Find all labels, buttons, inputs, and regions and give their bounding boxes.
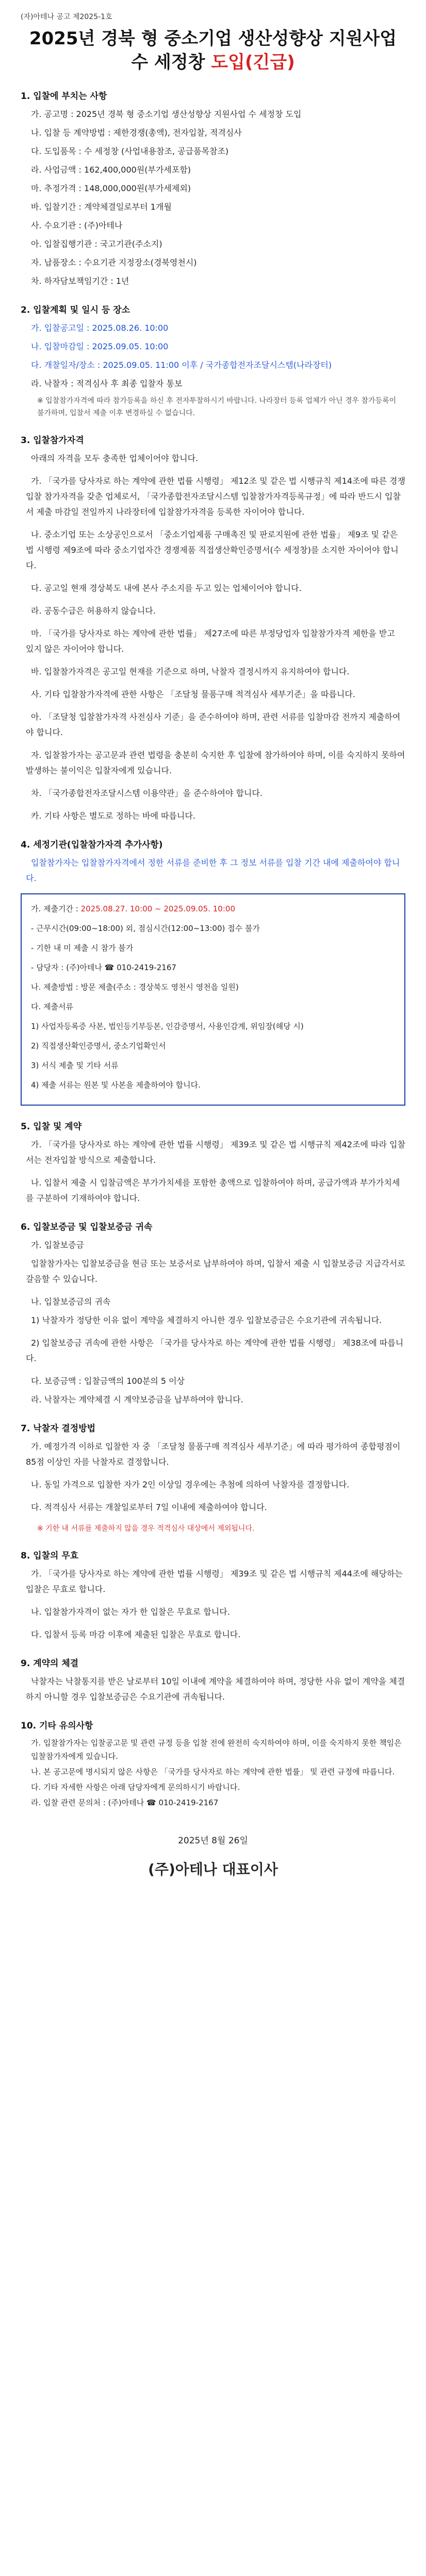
issuer-name: (주)아테나 대표이사 [148, 1861, 278, 1878]
submission-box [21, 893, 405, 1106]
s3-para: 차. 「국가종합전자조달시스템 이용약관」을 준수하여야 합니다. [31, 788, 263, 798]
box-schedule-value: 2025.08.27. 10:00 ~ 2025.09.05. 10:00 [80, 904, 235, 913]
s3-para: 다. 공고일 현재 경상북도 내에 본사 주소지를 두고 있는 업체이어야 합니다. [31, 583, 302, 593]
box-item: 2) 직접생산확인증명서, 중소기업확인서 [31, 1041, 166, 1050]
announcement-date: 2025년 8월 26일 [178, 1836, 248, 1846]
s3-para: 아. 「조달청 입찰참가자격 사전심사 기준」을 준수하여야 하며, 관련 서류를 입찰마감 전까지 제출하여야 합니다. [26, 712, 401, 737]
s8-item: 다. 입찰서 등록 마감 이후에 제출된 입찰은 무효로 합니다. [31, 1630, 241, 1639]
s3-para: 바. 입찰참가자격은 공고일 현재를 기준으로 하며, 낙찰자 결정시까지 유지하여야 합니다. [31, 667, 350, 676]
box-sub: - 담당자 : (주)아테나 ☎ 010-2419-2167 [31, 963, 176, 972]
s6-item: 나. 입찰보증금의 귀속 [31, 1297, 111, 1307]
s6-item: 라. 낙찰자는 계약체결 시 계약보증금을 납부하여야 합니다. [31, 1395, 243, 1404]
s6-item: 2) 입찰보증금 귀속에 관한 사항은 「국가를 당사자로 하는 계약에 관한 법률 시행령」 제38조에 따릅니다. [26, 1338, 404, 1363]
box-item: 다. 제출서류 [31, 1002, 73, 1011]
s1-item: 사. 수요기관 : (주)아테나 [31, 221, 123, 230]
s8-item: 가. 「국가를 당사자로 하는 계약에 관한 법률 시행령」 제39조 및 같은 법 시행규칙 제44조에 해당하는 입찰은 무효로 합니다. [26, 1569, 403, 1594]
section-1-heading: 1. 입찰에 부치는 사항 [21, 91, 107, 101]
section-5-heading: 5. 입찰 및 계약 [21, 1122, 82, 1132]
s3-para: 나. 중소기업 또는 소상공인으로서 「중소기업제품 구매촉진 및 판로지원에 관한 법률」 제9조 및 같은 법 시행령 제9조에 따라 중소기업자간 경쟁제품 직접생산확인증명서(수 세정창)를 소지한 자이어야 합니다. [26, 530, 399, 570]
page-title [21, 27, 405, 74]
s10-item: 다. 기타 자세한 사항은 아래 담당자에게 문의하시기 바랍니다. [31, 1783, 240, 1792]
section-10-heading: 10. 기타 유의사항 [21, 1721, 93, 1731]
title-urgent-badge: 도입(긴급) [211, 52, 295, 73]
s1-item: 바. 입찰기간 : 계약체결일로부터 1개월 [31, 202, 172, 212]
box-item: 1) 사업자등록증 사본, 법인등기부등본, 인감증명서, 사용인감계, 위임장(해당 시) [31, 1022, 304, 1031]
box-sub: - 근무시간(09:00~18:00) 외, 점심시간(12:00~13:00) 접수 불가 [31, 924, 260, 933]
s3-para: 가. 「국가를 당사자로 하는 계약에 관한 법률 시행령」 제12조 및 같은 법 시행규칙 제14조에 따른 경쟁입찰 참가자격을 갖춘 업체로서, 「국가종합전자조달시스템 입찰참가자격등록규정」에 따라 반드시 입찰서 제출 마감일 전일까지 나라장터에 입찰참가자격을 등록한 자이어야 합니다. [26, 476, 405, 517]
title-line2 [21, 50, 405, 74]
s1-item: 아. 입찰집행기관 : 국고기관(주소지) [31, 239, 162, 249]
s5-item: 가. 「국가를 당사자로 하는 계약에 관한 법률 시행령」 제39조 및 같은 법 시행규칙 제42조에 따라 입찰서는 전자입찰 방식으로 제출합니다. [26, 1140, 405, 1165]
s3-para: 라. 공동수급은 허용하지 않습니다. [31, 606, 156, 616]
s2-item: 나. 입찰마감일 : 2025.09.05. 10:00 [31, 342, 169, 351]
s1-item: 라. 사업금액 : 162,400,000원(부가세포함) [31, 165, 191, 175]
box-schedule-label: 가. 제출기간 : [31, 904, 78, 913]
s5-item: 나. 입찰서 제출 시 입찰금액은 부가가치세를 포함한 총액으로 입찰하여야 하며, 공급가액과 부가가치세를 구분하여 기재하여야 합니다. [26, 1178, 400, 1203]
box-sub: - 기한 내 미 제출 시 참가 불가 [31, 943, 134, 953]
s1-item: 자. 납품장소 : 수요기관 지정장소(경북영천시) [31, 258, 197, 267]
s3-para: 마. 「국가를 당사자로 하는 계약에 관한 법률」 제27조에 따른 부정당업자 입찰참가자격 제한을 받고 있지 않은 자이어야 합니다. [26, 629, 395, 654]
s10-item: 가. 입찰참가자는 입찰공고문 및 관련 규정 등을 입찰 전에 완전히 숙지하여야 하며, 이를 숙지하지 못한 책임은 입찰참가자에게 있습니다. [31, 1738, 402, 1761]
s6-item: 입찰참가자는 입찰보증금을 현금 또는 보증서로 납부하여야 하며, 입찰서 제출 시 입찰보증금 지급각서로 갈음할 수 있습니다. [26, 1259, 405, 1284]
section-2-heading: 2. 입찰계획 및 일시 등 장소 [21, 305, 130, 315]
s10-item: 나. 본 공고문에 명시되지 않은 사항은 「국가를 당사자로 하는 계약에 관한 법률」 및 관련 규정에 따릅니다. [31, 1767, 395, 1776]
section-9-heading: 9. 계약의 체결 [21, 1658, 79, 1669]
s4-text: 입찰참가자는 입찰참가자격에서 정한 서류를 준비한 후 그 정보 서류를 입찰 기간 내에 제출하여야 합니다. [26, 858, 400, 883]
s3-para: 자. 입찰참가자는 공고문과 관련 법령을 충분히 숙지한 후 입찰에 참가하여야 하며, 이를 숙지하지 못하여 발생하는 불이익은 입찰자에게 있습니다. [26, 750, 405, 775]
s6-item: 다. 보증금액 : 입찰금액의 100분의 5 이상 [31, 1376, 185, 1386]
section-4-heading: 4. 세정기관(입찰참가자격 추가사항) [21, 840, 163, 850]
s1-item: 다. 도입품목 : 수 세정창 (사업내용참조, 공급품목참조) [31, 146, 229, 156]
announcement-document [21, 27, 405, 1879]
s2-item: 가. 입찰공고일 : 2025.08.26. 10:00 [31, 323, 169, 333]
s10-list [21, 1736, 405, 1809]
s2-item: 다. 개찰일자/장소 : 2025.09.05. 11:00 이후 / 국가종합전자조달시스템(나라장터) [31, 360, 332, 370]
s3-para: 카. 기타 사항은 별도로 정하는 바에 따릅니다. [31, 811, 195, 821]
s7-item: 다. 적격심사 서류는 개찰일로부터 7일 이내에 제출하여야 합니다. [31, 1502, 267, 1512]
s9-text: 낙찰자는 낙찰통지를 받은 날로부터 10일 이내에 계약을 체결하여야 하며, 정당한 사유 없이 계약을 체결하지 아니할 경우 입찰보증금은 수요기관에 귀속됩니다. [26, 1676, 405, 1702]
section-6-heading: 6. 입찰보증금 및 입찰보증금 귀속 [21, 1222, 153, 1232]
s1-item: 차. 하자담보책임기간 : 1년 [31, 276, 129, 286]
title-line1: 2025년 경북 형 중소기업 생산성향상 지원사업 [29, 28, 397, 49]
s2-item: 라. 낙찰자 : 적격심사 후 최종 입찰자 통보 [31, 379, 183, 388]
box-schedule [31, 902, 395, 916]
box-item: 4) 제출 서류는 원본 및 사본을 제출하여야 합니다. [31, 1080, 201, 1090]
s8-item: 나. 입찰참가자격이 없는 자가 한 입찰은 무효로 합니다. [31, 1607, 230, 1617]
s7-item: 가. 예정가격 이하로 입찰한 자 중 「조달청 물품구매 적격심사 세부기준」에 따라 평가하여 종합평점이 85점 이상인 자를 낙찰자로 결정합니다. [26, 1442, 401, 1467]
section-8-heading: 8. 입찰의 무효 [21, 1551, 79, 1561]
s3-para: 사. 기타 입찰참가자격에 관한 사항은 「조달청 물품구매 적격심사 세부기준」을 따릅니다. [31, 689, 355, 699]
s10-item: 라. 입찰 관련 문의처 : (주)아테나 ☎ 010-2419-2167 [31, 1798, 219, 1807]
title-line2-text: 수 세정창 [131, 52, 205, 73]
s7-item: 나. 동일 가격으로 입찰한 자가 2인 이상일 경우에는 추첨에 의하여 낙찰자를 결정합니다. [31, 1480, 350, 1489]
s1-item: 마. 추정가격 : 148,000,000원(부가세제외) [31, 183, 191, 193]
s1-item: 가. 공고명 : 2025년 경북 형 중소기업 생산성향상 지원사업 수 세정창 도입 [31, 109, 302, 119]
announcement-number: (자)아테나 공고 제2025-1호 [21, 13, 112, 21]
section-3-heading: 3. 입찰참가자격 [21, 435, 84, 446]
s3-intro: 아래의 자격을 모두 충족한 업체이어야 합니다. [31, 453, 199, 463]
s2-warning: ※ 입찰참가자격에 따라 참가등록을 하신 후 전자투찰하시기 바랍니다. 나라장터 등록 업체가 아닌 경우 참가등록이 불가하며, 입찰서 제출 이후 변경하실 수 없습니다. [37, 397, 397, 417]
box-item: 3) 서식 제출 및 기타 서류 [31, 1061, 119, 1070]
box-item: 나. 제출방법 : 방문 제출(주소 : 경상북도 영천시 영천읍 일원) [31, 982, 239, 992]
s7-note: ※ 기한 내 서류를 제출하지 않을 경우 적격심사 대상에서 제외됩니다. [37, 1524, 255, 1533]
s1-item: 나. 입찰 등 계약방법 : 제한경쟁(총액), 전자입찰, 적격심사 [31, 128, 242, 138]
s6-item: 가. 입찰보증금 [31, 1240, 84, 1250]
s6-item: 1) 낙찰자가 정당한 이유 없이 계약을 체결하지 아니한 경우 입찰보증금은 수요기관에 귀속됩니다. [31, 1315, 382, 1325]
section-7-heading: 7. 낙찰자 결정방법 [21, 1423, 96, 1434]
